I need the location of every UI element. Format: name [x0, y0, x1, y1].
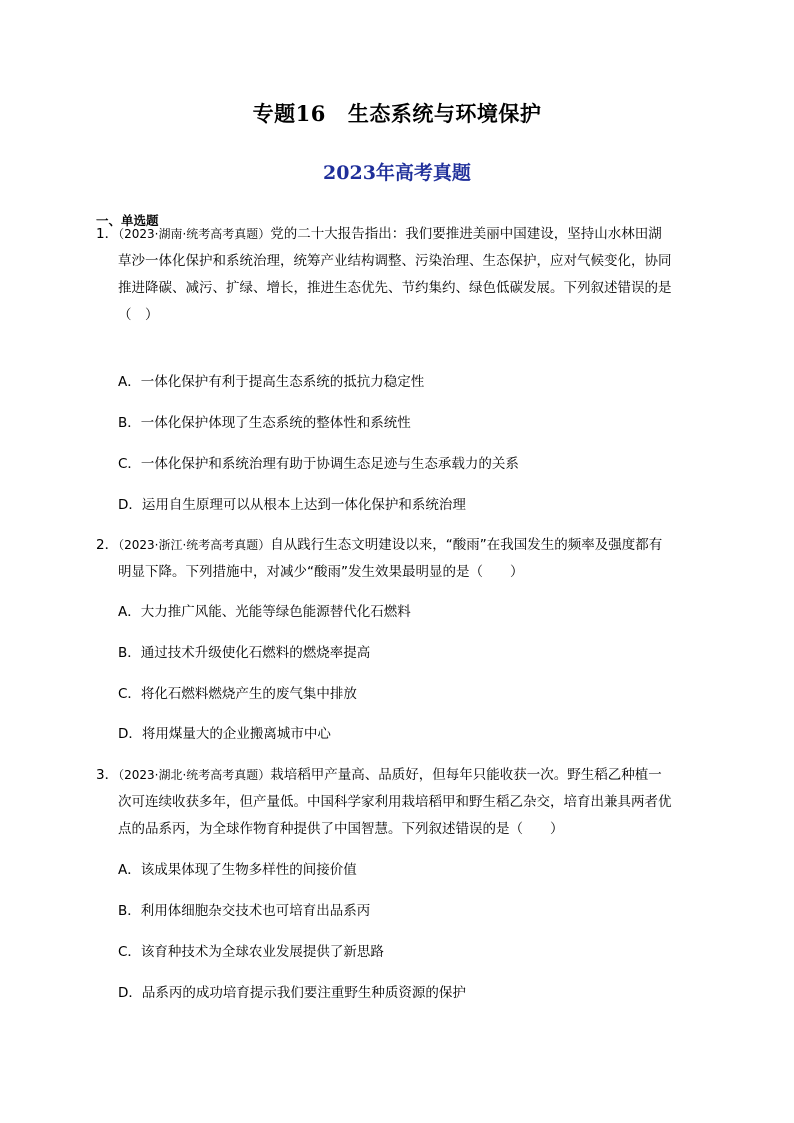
section-heading: 一、单选题: [96, 213, 159, 228]
question-3-option-d: D．品系丙的成功培育提示我们要注重野生种质资源的保护: [118, 985, 466, 1001]
question-3-source: （2023·湖北·统考高考真题）: [118, 768, 271, 782]
question-2-option-c: C．将化石燃料燃烧产生的废气集中排放: [118, 686, 357, 702]
question-3-line-1: [96, 766, 662, 784]
question-3-line-2: 次可连续收获多年，但产量低。中国科学家利用栽培稻甲和野生稻乙杂交，培育出兼具两者优: [118, 794, 672, 810]
question-1-option-d: D．运用自生原理可以从根本上达到一体化保护和系统治理: [118, 497, 466, 513]
question-2-line-1: [96, 536, 662, 554]
question-3-option-c: C．该育种技术为全球农业发展提供了新思路: [118, 944, 384, 960]
question-3-number: 3．: [96, 767, 119, 783]
question-3-text: 栽培稻甲产量高、品质好，但每年只能收获一次。野生稻乙种植一: [270, 767, 662, 783]
document-subtitle: 2023年高考真题: [323, 162, 471, 184]
question-1-line-2: 草沙一体化保护和系统治理，统筹产业结构调整、污染治理、生态保护，应对气候变化，协同: [118, 253, 672, 269]
title-topic: 生态系统与环境保护: [347, 101, 542, 126]
question-3-option-b: B．利用体细胞杂交技术也可培育出品系丙: [118, 903, 371, 919]
question-1-option-c: C．一体化保护和系统治理有助于协调生态足迹与生态承载力的关系: [118, 456, 519, 472]
question-1-line-1: [96, 225, 662, 243]
question-3-line-3: 点的品系丙，为全球作物育种提供了中国智慧。下列叙述错误的是（ ）: [118, 821, 564, 837]
title-main: 专题16: [252, 101, 326, 126]
question-2-option-d: D．将用煤量大的企业搬离城市中心: [118, 726, 331, 742]
question-2-number: 2．: [96, 537, 119, 553]
document-title: [0, 98, 794, 128]
question-1-option-a: A．一体化保护有利于提高生态系统的抵抗力稳定性: [118, 374, 425, 390]
question-1-line-4: （ ）: [118, 307, 159, 323]
question-2-option-a: A．大力推广风能、光能等绿色能源替代化石燃料: [118, 604, 411, 620]
question-3-option-a: A．该成果体现了生物多样性的间接价值: [118, 862, 357, 878]
question-1-text: 党的二十大报告指出：我们要推进美丽中国建设，坚持山水林田湖: [270, 226, 662, 242]
question-1-line-3: 推进降碳、减污、扩绿、增长，推进生态优先、节约集约、绿色低碳发展。下列叙述错误的是: [118, 280, 672, 296]
question-1-source: （2023·湖南·统考高考真题）: [118, 227, 271, 241]
question-2-source: （2023·浙江·统考高考真题）: [118, 538, 271, 552]
question-2-option-b: B．通过技术升级使化石燃料的燃烧率提高: [118, 645, 371, 661]
question-1-option-b: B．一体化保护体现了生态系统的整体性和系统性: [118, 415, 411, 431]
question-1-number: 1．: [96, 226, 119, 242]
question-2-line-2: 明显下降。下列措施中，对减少“酸雨”发生效果最明显的是（ ）: [118, 564, 524, 580]
question-2-text: 自从践行生态文明建设以来，“酸雨”在我国发生的频率及强度都有: [270, 537, 663, 553]
